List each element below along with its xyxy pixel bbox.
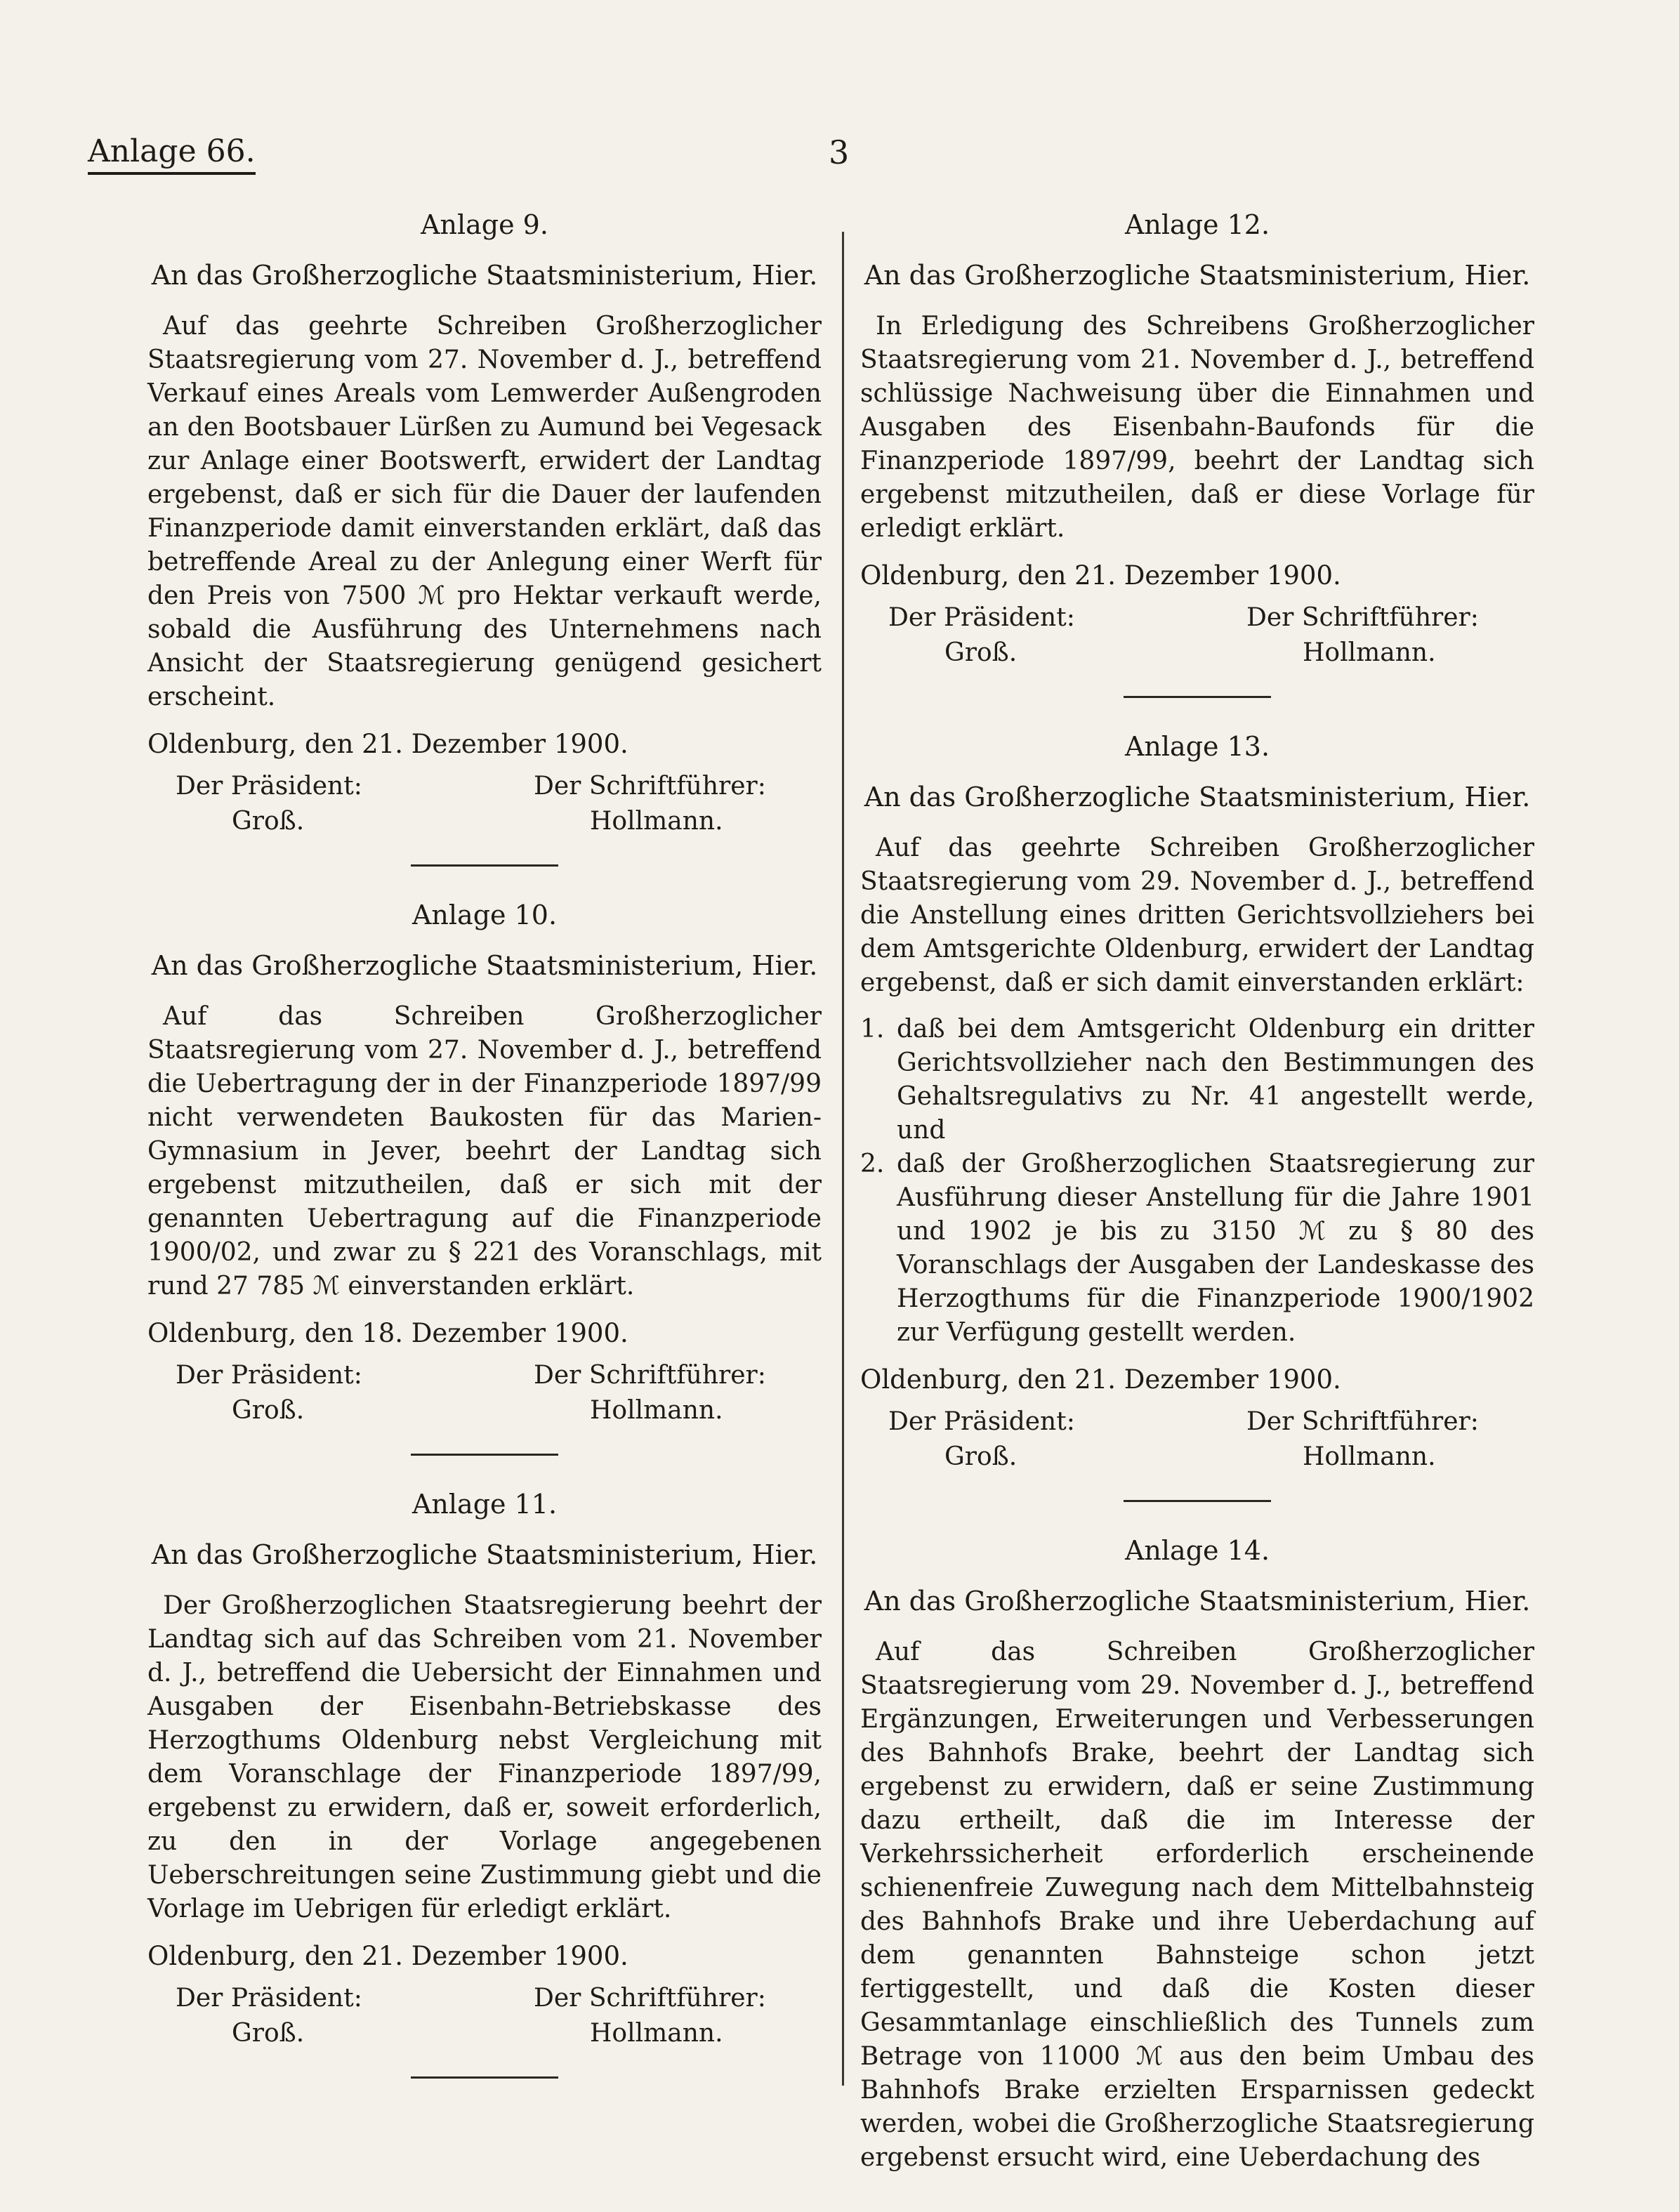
secretary-name: Hollmann. <box>1303 638 1436 667</box>
president-name: Groß. <box>944 638 1018 667</box>
left-column <box>147 207 822 2109</box>
date-line: Oldenburg, den 21. Dezember 1900. <box>147 729 628 759</box>
signature-block <box>147 1981 822 2051</box>
date-line: Oldenburg, den 18. Dezember 1900. <box>147 1318 628 1348</box>
list-item-number: 2. <box>860 1150 885 1178</box>
secretary-label: Der Schriftführer: <box>534 772 766 801</box>
section-separator <box>411 2076 558 2079</box>
section-title: Anlage 10. <box>411 900 558 930</box>
column-divider <box>842 232 844 2086</box>
secretary-name: Hollmann. <box>590 1396 723 1425</box>
addressee: An das Großherzogliche Staatsministerium, Hier. <box>151 260 818 291</box>
body-paragraph: Auf das Schreiben Großherzoglicher Staatsregierung vom 29. November d. J., betreffend Ergänzungen, Erweiterungen und Verbesserungen des Bahnhofs Brake, beehrt der Landtag sich ergebenst zu erwidern, daß er seine Zustimmung dazu ertheilt, daß die im Interesse der Verkehrssicherheit erforderlich erscheinende schienenfreie Zuwegung nach dem Mittelbahnsteig des Bahnhofs Brake und ihre Ueberdachung auf dem genannten Bahnsteige schon jetzt fertiggestellt, und daß die Kosten dieser Gesammtanlage einschließlich des Tunnels zum Betrage von 11000 ℳ aus den beim Umbau des Bahnhofs Brake erzielten Ersparnissen gedeckt werden, wobei die Großherzogliche Staatsregierung ergebenst ersucht wird, eine Ueberdachung des <box>860 1638 1534 2172</box>
body-paragraph: In Erledigung des Schreibens Großherzoglicher Staatsregierung vom 21. November d. J., betreffend schlüssige Nachweisung über die Einnahmen und Ausgaben des Eisenbahn-Baufonds für die Finanzperiode 1897/99, beehrt der Landtag sich ergebenst mitzutheilen, daß er diese Vorlage für erledigt erklärt. <box>860 312 1534 543</box>
body-paragraph: Auf das Schreiben Großherzoglicher Staatsregierung vom 27. November d. J., betreffend die Uebertragung der in der Finanzperiode 1897/99 nicht verwendeten Baukosten für das Marien-Gymnasium in Jever, beehrt der Landtag sich ergebenst mitzutheilen, daß er sich mit der genannten Uebertragung auf die Finanzperiode 1900/02, und zwar zu § 221 des Voranschlags, mit rund 27 785 ℳ einverstanden erklärt. <box>147 1002 822 1301</box>
addressee: An das Großherzogliche Staatsministerium, Hier. <box>151 1539 818 1570</box>
body-paragraph: Der Großherzoglichen Staatsregierung beehrt der Landtag sich auf das Schreiben vom 21. November d. J., betreffend die Uebersicht der Einnahmen und Ausgaben der Eisenbahn-Betriebskasse des Herzogthums Oldenburg nebst Vergleichung mit dem Voranschlage der Finanzperiode 1897/99, ergebenst zu erwidern, daß er, soweit erforderlich, zu den in der Vorlage angegebenen Ueberschreitungen seine Zustimmung giebt und die Vorlage im Uebrigen für erledigt erklärt. <box>147 1591 822 1923</box>
section-anlage-13 <box>860 729 1534 1475</box>
section-separator <box>1124 1500 1271 1502</box>
section-separator <box>411 1454 558 1456</box>
section-anlage-9 <box>147 207 822 839</box>
secretary-name: Hollmann. <box>1303 1442 1436 1471</box>
signature-block <box>147 769 822 839</box>
list-item-text: daß bei dem Amtsgericht Oldenburg ein dritter Gerichtsvollzieher nach den Bestimmungen des Gehaltsregulativs zu Nr. 41 angestellt werde, und <box>897 1015 1534 1145</box>
president-label: Der Präsident: <box>176 772 362 801</box>
section-title: Anlage 9. <box>421 209 548 240</box>
section-title: Anlage 13. <box>1124 731 1270 762</box>
date-line: Oldenburg, den 21. Dezember 1900. <box>147 1941 628 1971</box>
list-item <box>860 1013 1534 1147</box>
president-label: Der Präsident: <box>888 1407 1075 1436</box>
president-label: Der Präsident: <box>176 1361 362 1390</box>
addressee: An das Großherzogliche Staatsministerium, Hier. <box>864 1586 1531 1617</box>
date-line: Oldenburg, den 21. Dezember 1900. <box>860 560 1341 591</box>
section-title: Anlage 11. <box>411 1489 558 1520</box>
secretary-label: Der Schriftführer: <box>1246 603 1479 632</box>
section-title: Anlage 12. <box>1124 209 1270 240</box>
secretary-label: Der Schriftführer: <box>1246 1407 1479 1436</box>
list-item-text: daß der Großherzoglichen Staatsregierung zur Ausführung dieser Anstellung für die Jahre 1901 und 1902 je bis zu 3150 ℳ zu § 80 des Voranschlags der Ausgaben der Landeskasse des Herzogthums für die Finanzperiode 1900/1902 zur Verfügung gestellt werden. <box>897 1150 1534 1347</box>
president-name: Groß. <box>232 1396 305 1425</box>
secretary-label: Der Schriftführer: <box>534 1361 766 1390</box>
right-column <box>860 207 1534 2187</box>
president-name: Groß. <box>944 1442 1018 1471</box>
section-anlage-11 <box>147 1487 822 2051</box>
header-label: Anlage 66. <box>88 133 256 175</box>
addressee: An das Großherzogliche Staatsministerium, Hier. <box>864 260 1531 291</box>
secretary-name: Hollmann. <box>590 807 723 836</box>
list-item <box>860 1147 1534 1350</box>
enumerated-list <box>860 1013 1534 1350</box>
page-number: 3 <box>829 133 850 171</box>
section-separator <box>1124 696 1271 698</box>
president-label: Der Präsident: <box>176 1984 362 2013</box>
signature-block <box>860 1404 1534 1475</box>
secretary-label: Der Schriftführer: <box>534 1984 766 2013</box>
body-paragraph: Auf das geehrte Schreiben Großherzoglicher Staatsregierung vom 29. November d. J., betreffend die Anstellung eines dritten Gerichtsvollziehers bei dem Amtsgerichte Oldenburg, erwidert der Landtag ergebenst, daß er sich damit einverstanden erklärt: <box>860 834 1534 997</box>
section-anlage-10 <box>147 897 822 1428</box>
body-paragraph: Auf das geehrte Schreiben Großherzoglicher Staatsregierung vom 27. November d. J., betreffend Verkauf eines Areals vom Lemwerder Außengroden an den Bootsbauer Lürßen zu Aumund bei Vegesack zur Anlage einer Bootswerft, erwidert der Landtag ergebenst, daß er sich für die Dauer der laufenden Finanzperiode damit einverstanden erklärt, daß das betreffende Areal zu der Anlegung einer Werft für den Preis von 7500 ℳ pro Hektar verkauft werde, sobald die Ausführung des Unternehmens nach Ansicht der Staatsregierung genügend gesichert erscheint. <box>147 312 822 711</box>
date-line: Oldenburg, den 21. Dezember 1900. <box>860 1364 1341 1395</box>
section-title: Anlage 14. <box>1124 1535 1270 1566</box>
list-item-number: 1. <box>860 1015 885 1044</box>
president-name: Groß. <box>232 807 305 836</box>
section-separator <box>411 864 558 867</box>
page-header <box>88 133 1598 183</box>
president-name: Groß. <box>232 2019 305 2048</box>
president-label: Der Präsident: <box>888 603 1075 632</box>
signature-block <box>147 1358 822 1428</box>
section-anlage-12 <box>860 207 1534 671</box>
secretary-name: Hollmann. <box>590 2019 723 2048</box>
section-anlage-14 <box>860 1533 1534 2175</box>
signature-block <box>860 600 1534 671</box>
addressee: An das Großherzogliche Staatsministerium, Hier. <box>151 950 818 981</box>
addressee: An das Großherzogliche Staatsministerium, Hier. <box>864 782 1531 812</box>
